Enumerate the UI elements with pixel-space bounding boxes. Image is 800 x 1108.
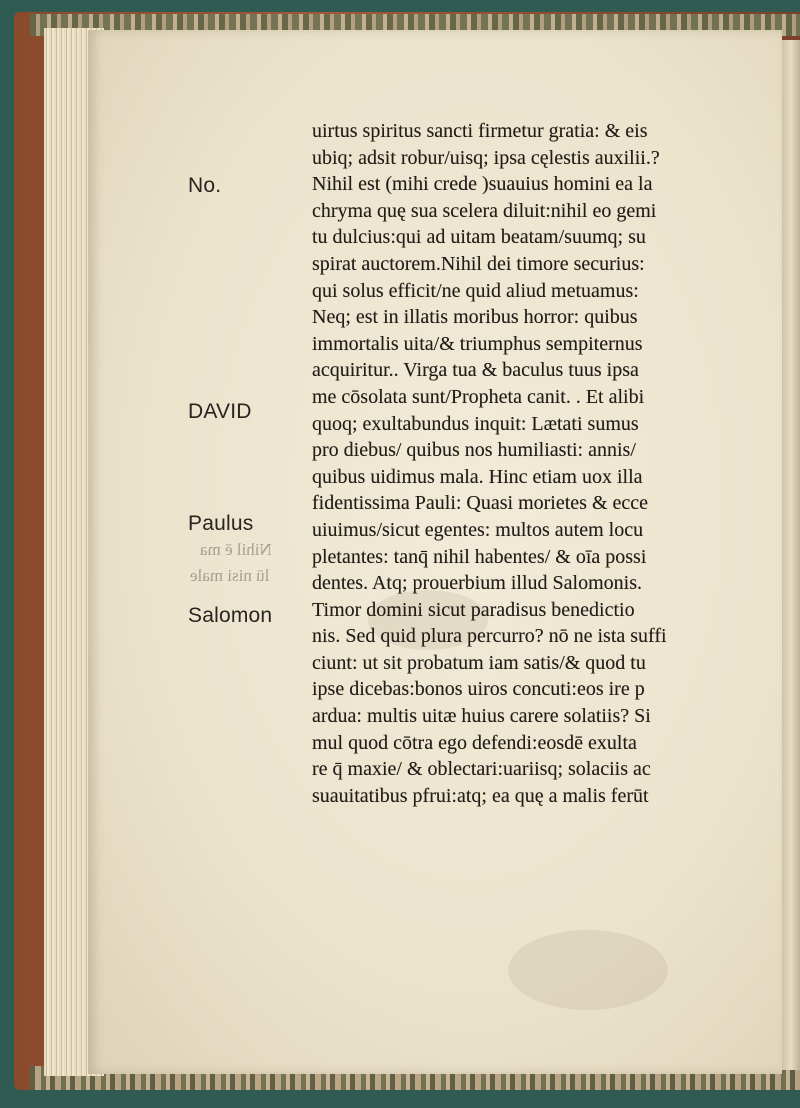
margin-note-salomon: Salomon <box>188 604 273 627</box>
text-line: ipse dicebas:bonos uiros concuti:eos ire p <box>312 678 645 701</box>
text-line: pletantes: tanq̄ nihil habentes/ & oīa possi <box>312 545 647 568</box>
margin-note-no: No. <box>188 174 222 197</box>
text-line: uiuimus/sicut egentes: multos autem locu <box>312 518 644 541</box>
text-line: ubiq; adsit robur/uisq; ipsa cęlestis auxilii.? <box>312 146 660 169</box>
margin-note-david: DAVID <box>188 400 252 423</box>
facing-page-edge <box>782 40 800 1070</box>
text-line: mul quod cōtra ego defendi:eosdē exulta <box>312 731 637 754</box>
text-line: pro diebus/ quibus nos humiliasti: annis/ <box>312 439 636 462</box>
show-through-note: Nihil ē ma <box>200 540 272 559</box>
show-through-note: lū nisi male <box>190 566 270 585</box>
text-line: ciunt: ut sit probatum iam satis/& quod tu <box>312 651 646 674</box>
text-line: suauitatibus pfrui:atq; ea quę a malis ferūt <box>312 784 649 807</box>
text-line: nis. Sed quid plura percurro? nō ne ista suffi <box>312 625 667 648</box>
text-line: chryma quę sua scelera diluit:nihil eo gemi <box>312 199 657 222</box>
text-line: immortalis uita/& triumphus sempiternus <box>312 332 643 355</box>
text-line: Neq; est in illatis moribus horror: quibus <box>312 306 638 329</box>
main-text-block <box>312 118 722 809</box>
text-line: uirtus spiritus sancti firmetur gratia: & eis <box>312 120 648 142</box>
text-line: re q̄ maxie/ & oblectari:uariisq; solaciis ac <box>312 758 651 781</box>
text-line: spirat auctorem.Nihil dei timore securius: <box>312 252 645 275</box>
text-line: me cōsolata sunt/Propheta canit. . Et alibi <box>312 385 645 408</box>
margin-note-paulus: Paulus <box>188 512 254 535</box>
text-line: quibus uidimus mala. Hinc etiam uox illa <box>312 465 643 488</box>
text-line: Nihil est (mihi crede )suauius homini ea la <box>312 173 653 196</box>
text-line: Timor domini sicut paradisus benedictio <box>312 598 635 621</box>
text-line: fidentissima Pauli: Quasi morietes & ecce <box>312 492 649 515</box>
text-line: tu dulcius:qui ad uitam beatam/suumq; su <box>312 226 646 249</box>
text-line: quoq; exultabundus inquit: Lætati sumus <box>312 412 639 435</box>
text-line: dentes. Atq; prouerbium illud Salomonis. <box>312 572 642 595</box>
stain <box>508 930 668 1010</box>
text-line: ardua: multis uitæ huius carere solatiis? Si <box>312 705 651 728</box>
text-line: acquiritur.. Virga tua & baculus tuus ipsa <box>312 359 639 382</box>
text-line: qui solus efficit/ne quid aliud metuamus: <box>312 279 639 302</box>
